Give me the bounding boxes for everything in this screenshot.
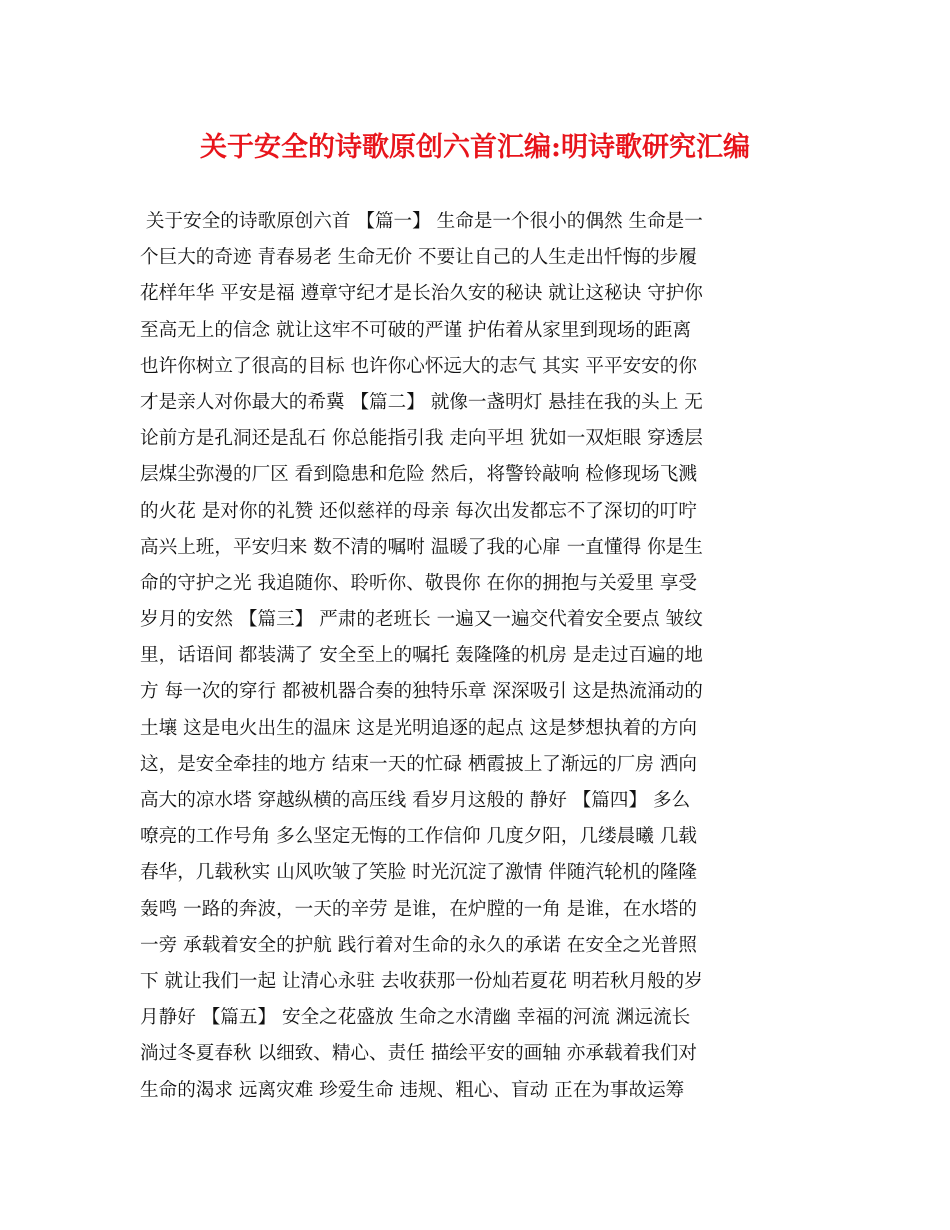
body-line: 春华，几载秋实 山风吹皱了笑脸 时光沉淀了激情 伴随汽轮机的隆隆 [140, 862, 697, 884]
body-line: 轰鸣 一路的奔波，一天的辛劳 是谁，在炉膛的一角 是谁，在水塔的 [140, 898, 697, 920]
body-line: 生命的渴求 远离灾难 珍爱生命 违规、粗心、盲动 正在为事故运筹 [140, 1079, 685, 1101]
body-line: 一旁 承载着安全的护航 践行着对生命的永久的承诺 在安全之光普照 [140, 934, 697, 956]
body-line: 高兴上班，平安归来 数不清的嘱咐 温暖了我的心扉 一直懂得 你是生 [140, 536, 703, 558]
body-line: 论前方是孔洞还是乱石 你总能指引我 走向平坦 犹如一双炬眼 穿透层 [140, 428, 703, 450]
body-line: 个巨大的奇迹 青春易老 生命无价 不要让自己的人生走出忏悔的步履 [140, 247, 697, 269]
body-line: 月静好 【篇五】 安全之花盛放 生命之水清幽 幸福的河流 渊远流长 [140, 1007, 691, 1029]
body-line: 花样年华 平安是福 遵章守纪才是长治久安的秘诀 就让这秘诀 守护你 [140, 283, 703, 305]
body-line: 这，是安全牵挂的地方 结束一天的忙碌 栖霞披上了渐远的厂房 洒向 [140, 753, 697, 775]
body-line: 里，话语间 都装满了 安全至上的嘱托 轰隆隆的机房 是走过百遍的地 [140, 645, 703, 667]
body-line: 也许你树立了很高的目标 也许你心怀远大的志气 其实 平平安安的你 [140, 355, 697, 377]
document-body [140, 204, 820, 1109]
document-title: 关于安全的诗歌原创六首汇编:明诗歌研究汇编 [200, 132, 750, 163]
body-line: 关于安全的诗歌原创六首 【篇一】 生命是一个很小的偶然 生命是一 [140, 211, 703, 232]
body-line: 淌过冬夏春秋 以细致、精心、责任 描绘平安的画轴 亦承载着我们对 [140, 1043, 697, 1065]
body-line: 层煤尘弥漫的厂区 看到隐患和危险 然后，将警铃敲响 检修现场飞溅 [140, 464, 697, 486]
body-line: 方 每一次的穿行 都被机器合奏的独特乐章 深深吸引 这是热流涌动的 [140, 681, 703, 703]
body-line: 岁月的安然 【篇三】 严肃的老班长 一遍又一遍交代着安全要点 皱纹 [140, 609, 703, 631]
body-line: 命的守护之光 我追随你、聆听你、敬畏你 在你的拥抱与关爱里 享受 [140, 572, 697, 594]
body-line: 至高无上的信念 就让这牢不可破的严谨 护佑着从家里到现场的距离 [140, 319, 692, 341]
body-line: 下 就让我们一起 让清心永驻 去收获那一份灿若夏花 明若秋月般的岁 [140, 970, 703, 992]
body-line: 嘹亮的工作号角 多么坚定无悔的工作信仰 几度夕阳，几缕晨曦 几载 [140, 826, 697, 848]
body-line: 的火花 是对你的礼赞 还似慈祥的母亲 每次出发都忘不了深切的叮咛 [140, 500, 697, 522]
body-line: 土壤 这是电火出生的温床 这是光明追逐的起点 这是梦想执着的方向 [140, 717, 697, 739]
body-line: 高大的凉水塔 穿越纵横的高压线 看岁月这般的 静好 【篇四】 多么 [140, 790, 691, 811]
body-line: 才是亲人对你最大的希冀 【篇二】 就像一盏明灯 悬挂在我的头上 无 [140, 391, 703, 413]
